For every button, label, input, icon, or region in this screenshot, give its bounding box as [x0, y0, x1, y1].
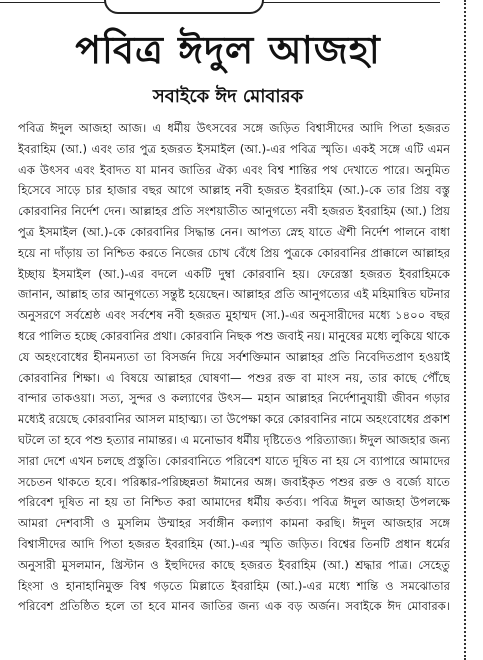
- editorial-subheadline: সবাইকে ঈদ মোবারক: [152, 86, 304, 107]
- top-tab-frame: [104, 0, 264, 14]
- editorial-body: পবিত্র ঈদুল আজহা আজ। এ ধর্মীয় উৎসবের সঙ্গে জড়িত বিশ্বাসীদের আদি পিতা হজরত ইবরাহিম (আ.) এবং তার পুত্র হজরত ইসমাইল (আ.)-এর পবিত্র স্মৃতি। একই সঙ্গে এটি এমন এক উৎসব এবং ইবাদত যা মানব জাতির ঐক্য এবং বিশ্ব শান্তির পথ দেখাতে পারে। অনুমিত হিসেবে সাড়ে চার হাজার বছর আগে আল্লাহ নবী হজরত ইবরাহিম (আ.)-কে তার প্রিয় বস্তু কোরবানির নির্দেশ দেন। আল্লাহর প্রতি সংশয়াতীত আনুগত্যে নবী হজরত ইবরাহিম (আ.) প্রিয় পুত্র ইসমাইল (আ.)-কে কোরবানির সিদ্ধান্ত নেন। আপত্য স্নেহ যাতে ঐশী নির্দেশ পালনে বাধা হয়ে না দাঁড়ায় তা নিশ্চিত করতে নিজের চোখ বেঁধে প্রিয় পুত্রকে কোরবানির প্রাক্কালে আল্লাহর ইচ্ছায় ইসমাইল (আ.)-এর বদলে একটি দুম্বা কোরবানি হয়। ফেরেস্তা হজরত ইবরাহিমকে জানান, আল্লাহ তার আনুগত্যে সন্তুষ্ট হয়েছেন। আল্লাহর প্রতি আনুগত্যের এই মহিমান্বিত ঘটনার অনুসরণে সর্বশ্রেষ্ঠ এবং সর্বশেষ নবী হজরত মুহাম্মদ (সা.)-এর অনুসারীদের মধ্যে ১৪০০ বছর ধরে পালিত হচ্ছে কোরবানির প্রথা। কোরবানি নিছক পশু জবাই নয়। মানুষের মধ্যে লুকিয়ে থাকে যে অহংবোধের হীনমন্যতা তা বিসর্জন দিয়ে সর্বশক্তিমান আল্লাহর প্রতি নিবেদিতপ্রাণ হওয়াই কোরবানির শিক্ষা। এ বিষয়ে আল্লাহর ঘোষণা— পশুর রক্ত বা মাংস নয়, তার কাছে পৌঁছে বান্দার তাকওয়া। সত্য, সুন্দর ও কল্যাণের উৎস— মহান আল্লাহর নির্দেশানুযায়ী জীবন গড়ার মধ্যেই রয়েছে কোরবানির আসল মাহাত্ম্য। তা উপেক্ষা করে কোরবানির নামে অহংবোধের প্রকাশ ঘটলে তা হবে পশু হত্যার নামান্তর। এ মনোভাব ধর্মীয় দৃষ্টিতেও পরিত্যাজ্য। ঈদুল আজহার জন্য সারা দেশে এখন চলছে প্রস্তুতি। কোরবানিতে পরিবেশ যাতে দূষিত না হয় সে ব্যাপারে আমাদের সচেতন থাকতে হবে। পরিষ্কার-পরিচ্ছন্নতা ঈমানের অঙ্গ। জবাইকৃত পশুর রক্ত ও বর্জ্যে যাতে পরিবেশ দূষিত না হয় তা নিশ্চিত করা আমাদের ধর্মীয় কর্তব্য। পবিত্র ঈদুল আজহা উপলক্ষে আমরা দেশবাসী ও মুসলিম উম্মাহর সর্বাঙ্গীন কল্যাণ কামনা করছি। ঈদুল আজহার সঙ্গে বিশ্বাসীদের আদি পিতা হজরত ইবরাহিম (আ.)-এর স্মৃতি জড়িত। বিশ্বের তিনটি প্রধান ধর্মের অনুসারী মুসলমান, খ্রিস্টান ও ইহুদিদের কাছে হজরত ইবরাহিম (আ.) শ্রদ্ধার পাত্র। সেহেতু হিংসা ও হানাহানিমুক্ত বিশ্ব গড়তে মিল্লাতে ইবরাহিম (আ.)-এর মধ্যে শান্তি ও সমঝোতার পরিবেশ প্রতিষ্ঠিত হলে তা হবে মানব জাতির জন্য এক বড় অর্জন। সবাইকে ঈদ মোবারক।: [18, 121, 450, 614]
- editorial-headline: পবিত্র ঈদুল আজহা: [75, 27, 381, 72]
- column-divider: [464, 0, 466, 660]
